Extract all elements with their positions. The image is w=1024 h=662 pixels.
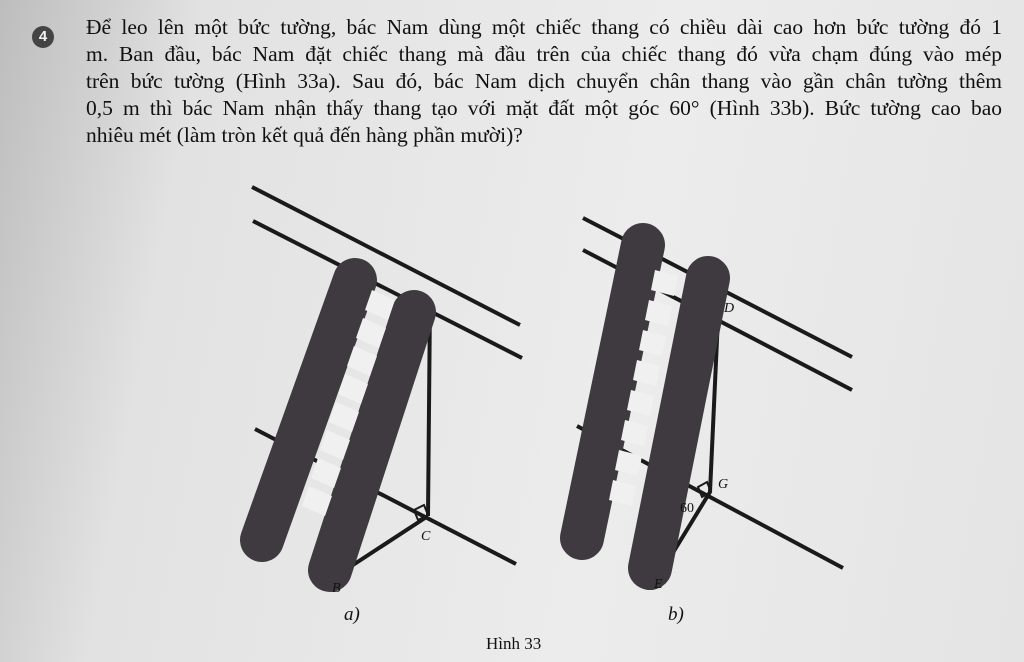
angle-label-60: 60 [680, 501, 694, 516]
figure-b-label: b) [668, 604, 684, 625]
problem-line-1: Để leo lên một bức tường, bác Nam dùng một chiếc thang có chiều dài cao hơn bức tường đó 1 [86, 15, 1002, 39]
figure-caption: Hình 33 [486, 634, 542, 653]
point-label-b: B [332, 581, 341, 596]
point-label-c: C [421, 529, 431, 544]
figure-a-drawing [252, 187, 522, 580]
figure-b-drawing [577, 218, 852, 574]
problem-number-badge: 4 [32, 26, 54, 48]
point-label-d: D [724, 301, 735, 316]
problem-line-5: nhiêu mét (làm tròn kết quả đến hàng phần mười)? [86, 123, 523, 147]
point-label-g: G [718, 477, 729, 492]
figure-a-label: a) [344, 604, 360, 625]
problem-line-4: 0,5 m thì bác Nam nhận thấy thang tạo với mặt đất một góc 60° (Hình 33b). Bức tường cao bao [86, 96, 1002, 120]
problem-line-2: m. Ban đầu, bác Nam đặt chiếc thang mà đầu trên của chiếc thang đó vừa chạm đúng vào mép [86, 42, 1002, 66]
problem-line-3: trên bức tường (Hình 33a). Sau đó, bác Nam dịch chuyển chân thang vào gần chân tường thêm [86, 69, 1002, 93]
point-label-e: E [654, 577, 663, 592]
